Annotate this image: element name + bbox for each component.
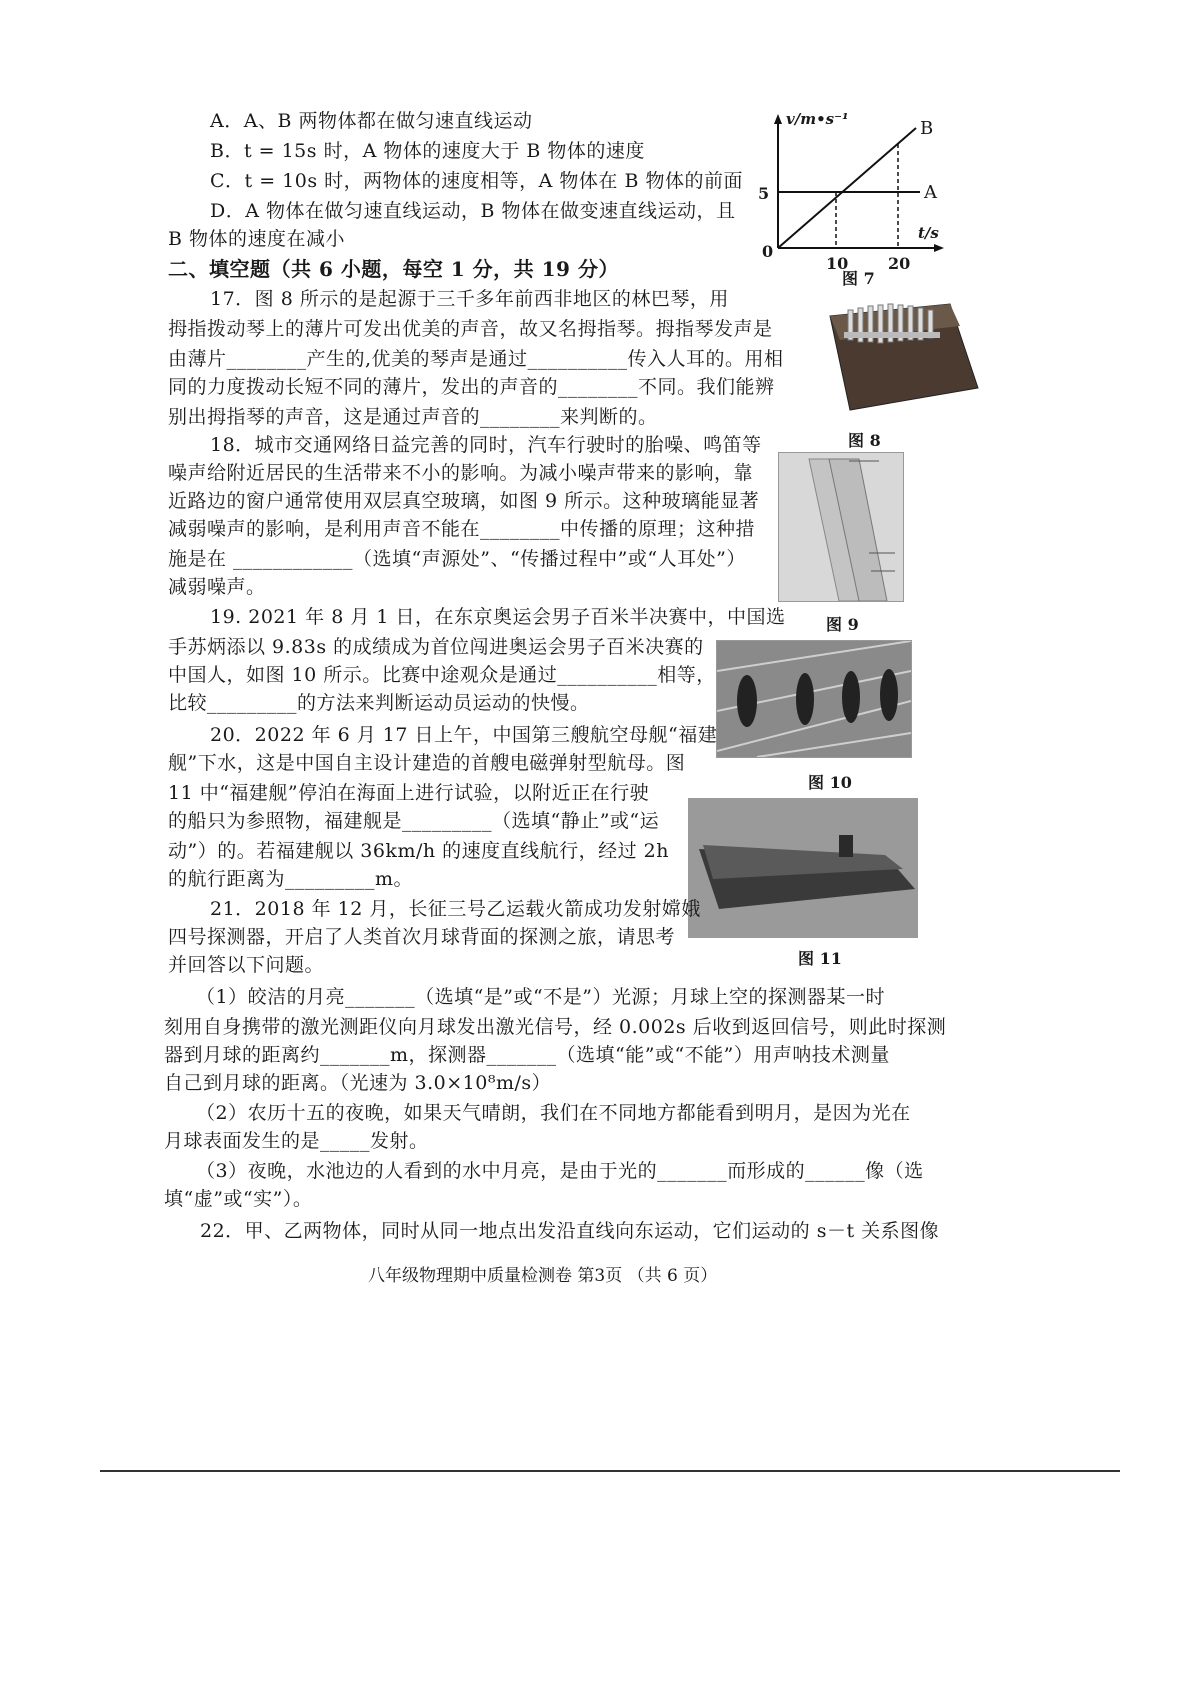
figure-11-carrier-image	[688, 798, 918, 938]
q19-line-1: 19. 2021 年 8 月 1 日，在东京奥运会男子百米半决赛中，中国选	[210, 606, 786, 628]
q19-line-4: 比较_________的方法来判断运动员运动的快慢。	[168, 692, 590, 714]
q17-line-5: 别出拇指琴的声音，这是通过声音的________来判断的。	[168, 406, 658, 428]
q21-line-1: 21．2018 年 12 月，长征三号乙运载火箭成功发射嫦娥	[210, 898, 701, 920]
section-2-title: 二、填空题（共 6 小题，每空 1 分，共 19 分）	[168, 257, 619, 281]
q19-line-2: 手苏炳添以 9.83s 的成绩成为首位闯进奥运会男子百米决赛的	[168, 636, 704, 658]
q16-option-a: A．A、B 两物体都在做匀速直线运动	[210, 110, 533, 132]
q19-line-3: 中国人，如图 10 所示。比赛中途观众是通过__________相等，	[168, 664, 716, 686]
page-footer: 八年级物理期中质量检测卷 第3页 （共 6 页）	[368, 1266, 718, 1286]
figure-11-caption: 图 11	[798, 949, 842, 968]
q18-line-5: 施是在 ____________（选填“声源处”、“传播过程中”或“人耳处”）	[168, 548, 746, 570]
figure-7	[748, 108, 948, 288]
q20-line-2: 舰”下水，这是中国自主设计建造的首艘电磁弹射型航母。图	[168, 752, 686, 774]
q16-option-d-cont: B 物体的速度在减小	[168, 228, 346, 250]
figure-10-caption: 图 10	[808, 773, 852, 792]
q20-line-1: 20．2022 年 6 月 17 日上午，中国第三艘航空母舰“福建	[210, 724, 718, 746]
q21-part2-line-2: 月球表面发生的是_____发射。	[164, 1130, 429, 1152]
x-axis-label: t/s	[918, 224, 939, 242]
x-axis-arrow	[934, 244, 944, 252]
x-tick-20: 20	[888, 254, 911, 273]
q17-line-3: 由薄片________产生的,优美的琴声是通过__________传入人耳的。用相	[168, 348, 784, 370]
line-b	[778, 128, 916, 248]
origin-label: 0	[762, 242, 774, 261]
figure-9-glass-image	[778, 452, 904, 602]
q17-line-4: 同的力度拨动长短不同的薄片，发出的声音的________不同。我们能辨	[168, 376, 775, 398]
q21-part2-line-1: （2）农历十五的夜晚，如果天气晴朗，我们在不同地方都能看到明月，是因为光在	[196, 1102, 911, 1124]
q18-line-6: 减弱噪声。	[168, 576, 266, 598]
q22-line-1: 22．甲、乙两物体，同时从同一地点出发沿直线向东运动，它们运动的 s－t 关系图像	[200, 1220, 940, 1242]
q21-part3-line-1: （3）夜晚，水池边的人看到的水中月亮，是由于光的_______而形成的______像（选	[196, 1160, 924, 1182]
label-b: B	[920, 118, 934, 139]
q16-option-d: D．A 物体在做匀速直线运动，B 物体在做变速直线运动，且	[210, 200, 736, 222]
q18-line-1: 18．城市交通网络日益完善的同时，汽车行驶时的胎噪、鸣笛等	[210, 434, 762, 456]
q20-line-6: 的航行距离为_________m。	[168, 868, 414, 890]
y-axis-arrow	[774, 114, 782, 124]
figure-10-sprinters-image	[716, 640, 912, 758]
q20-line-4: 的船只为参照物，福建舰是_________（选填“静止”或“运	[168, 810, 660, 832]
y-tick-5: 5	[758, 184, 770, 203]
q16-option-c: C．t = 10s 时，两物体的速度相等，A 物体在 B 物体的前面	[210, 170, 743, 192]
figure-8-caption: 图 8	[848, 431, 881, 450]
q21-part1-line-3: 器到月球的距离约_______m，探测器_______（选填“能”或“不能”）用声呐技术测量	[164, 1044, 890, 1066]
q21-line-2: 四号探测器，开启了人类首次月球背面的探测之旅，请思考	[168, 926, 676, 948]
q20-line-5: 动”）的。若福建舰以 36km/h 的速度直线航行，经过 2h	[168, 840, 670, 862]
figure-7-caption: 图 7	[842, 269, 875, 288]
label-a: A	[924, 182, 937, 203]
x-tick-10: 10	[826, 254, 849, 273]
q18-line-4: 减弱噪声的影响，是利用声音不能在________中传播的原理；这种措	[168, 518, 756, 540]
page-bottom-divider	[100, 1470, 1120, 1472]
q16-option-b: B．t = 15s 时，A 物体的速度大于 B 物体的速度	[210, 140, 645, 162]
q21-part1-line-4: 自己到月球的距离。（光速为 3.0×10⁸m/s）	[164, 1072, 552, 1094]
q21-line-3: 并回答以下问题。	[168, 954, 325, 976]
q20-line-3: 11 中“福建舰”停泊在海面上进行试验，以附近正在行驶	[168, 782, 650, 804]
q21-part1-line-2: 刻用自身携带的激光测距仪向月球发出激光信号，经 0.002s 后收到返回信号，则此时探测	[164, 1016, 947, 1038]
figure-9-caption: 图 9	[826, 615, 859, 634]
q18-line-3: 近路边的窗户通常使用双层真空玻璃，如图 9 所示。这种玻璃能显著	[168, 490, 760, 512]
q21-part1-line-1: （1）皎洁的月亮_______（选填“是”或“不是”）光源；月球上空的探测器某一时	[196, 986, 885, 1008]
q17-line-1: 17．图 8 所示的是起源于三千多年前西非地区的林巴琴，用	[210, 288, 729, 310]
q18-line-2: 噪声给附近居民的生活带来不小的影响。为减小噪声带来的影响，靠	[168, 462, 754, 484]
y-axis-label: v/m•s⁻¹	[786, 110, 849, 128]
q17-line-2: 拇指拨动琴上的薄片可发出优美的声音，故又名拇指琴。拇指琴发声是	[168, 318, 773, 340]
q21-part3-line-2: 填“虚”或“实”）。	[164, 1188, 313, 1210]
figure-8-kalimba-image	[800, 296, 980, 412]
